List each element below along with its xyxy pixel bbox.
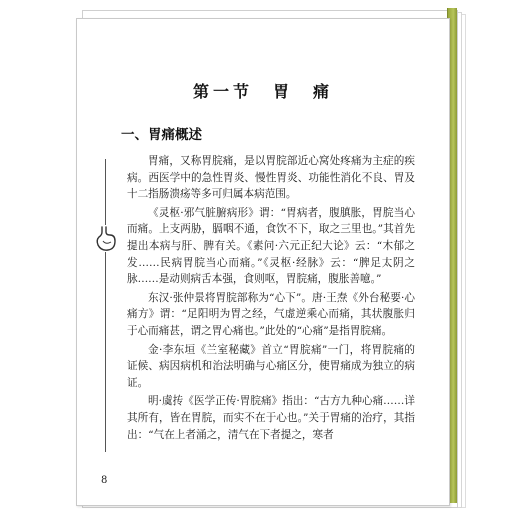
chapter-title: 第一节 胃 痛 — [192, 82, 333, 101]
body-text — [127, 153, 415, 445]
margin-rule-bottom — [105, 252, 106, 452]
page-number: 8 — [101, 475, 108, 486]
margin-rule-top — [105, 159, 106, 225]
paragraph: 《灵枢·邪气脏腑病形》谓：“胃病者，腹䐜胀，胃脘当心而痛。上支两胁，膈咽不通，食饮不下，取之三里也。”其首先提出本病与肝、脾有关。《素问·六元正纪大论》云：“木郁之发……民病胃脘当心而痛。”《灵枢·经脉》云：“脾足太阴之脉……是动则病舌本强，食则呕，胃脘痛，腹胀善噫。” — [127, 206, 415, 286]
stomach-icon — [95, 226, 117, 252]
paragraph: 明·虞抟《医学正传·胃脘痛》指出：“古方九种心痛……详其所有，皆在胃脘，而实不在于心也。”关于胃痛的治疗，其指出：“气在上者涌之，清气在下者提之，寒者 — [127, 395, 415, 441]
paragraph: 金·李东垣《兰室秘藏》首立“胃脘痛”一门，将胃脘痛的证候、病因病机和治法明确与心痛区分，使胃痛成为独立的病证。 — [127, 343, 415, 389]
section-heading: 一、胃痛概述 — [121, 127, 202, 143]
paragraph: 东汉·张仲景将胃脘部称为“心下”。唐·王焘《外台秘要·心痛方》谓：“足阳明为胃之经，气虚逆乘心而痛，其状腹胀归于心而痛甚，谓之胃心痛也。”此处的“心痛”是指胃脘痛。 — [127, 291, 415, 337]
book-page — [76, 18, 450, 506]
paragraph: 胃痛，又称胃脘痛，是以胃脘部近心窝处疼痛为主症的疾病。西医学中的急性胃炎、慢性胃炎、功能性消化不良、胃及十二指肠溃疡等多可归属本病范围。 — [127, 155, 415, 201]
